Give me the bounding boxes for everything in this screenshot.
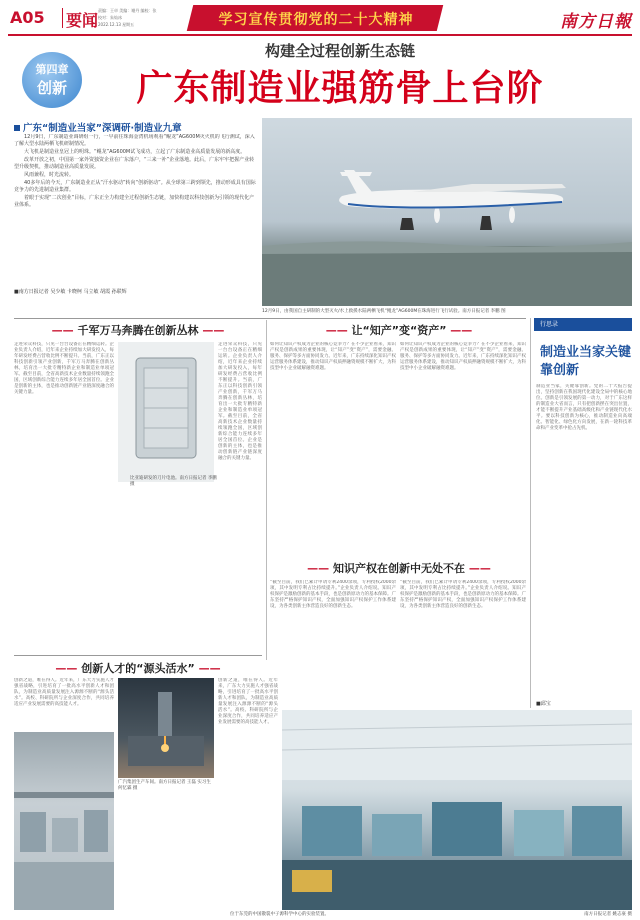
article-subhead: 构建全过程创新生态链 <box>264 42 415 60</box>
battery-caption: 比亚迪研发的刀片电池。南方日报记者 李鹏 摄 <box>130 476 217 487</box>
lead-body <box>14 134 258 284</box>
seaplane-illustration <box>262 118 632 306</box>
laboratory-illustration <box>282 710 632 910</box>
series-title <box>14 120 254 134</box>
chapter-badge <box>22 52 82 108</box>
section-heading-2 <box>270 322 528 338</box>
lead-paragraph: 风雨兼程，时光流转。 <box>24 172 75 178</box>
chapter-number: 第四章 <box>35 63 69 76</box>
heading-decoration: —— <box>468 562 491 575</box>
section-3-text-col2: “截至目前，我们已累计申请专利2400余项，专利授权2000余项，其中发明专利占比持续提升。”企业负责人介绍说。知识产权保护是激励创新的基本手段，也是创新原动力的基本保障。广东坚持严格保护知识产权，全面加强知识产权保护工作体系建设，为各类创新主体营造良好的创新生态。 <box>400 580 526 609</box>
seaplane-caption: 12月9日，由我国自主研制的大型灭火/水上救援水陆两栖飞机“鲲龙”AG600M在珠海进行飞行试验。南方日报记者 李鹏 图 <box>262 309 506 314</box>
square-bullet-icon <box>14 125 20 131</box>
section-title: 让“知产”变“资产” <box>351 324 447 337</box>
heading-decoration: —— <box>198 662 221 675</box>
heading-decoration: —— <box>450 324 473 337</box>
column-rule <box>266 320 267 660</box>
newspaper-logo: 南方日報 <box>560 12 632 32</box>
lead-paragraph: 着眼于实现“二次创业”目标，广东正全力构建全过程创新生态链，加快构建以科技创新为引领的现代化产业体系。 <box>14 195 255 208</box>
section-3-text-col1: “截至目前，我们已累计申请专利2400余项，专利授权2000余项，其中发明专利占比持续提升。”企业负责人介绍说。知识产权保护是激励创新的基本手段，也是创新原动力的基本保障。广东坚持严格保护知识产权，全面加强知识产权保护工作体系建设，为各类创新主体营造良好的创新生态。 <box>270 580 396 609</box>
heading-decoration: —— <box>51 324 74 337</box>
assembly-line-photo <box>14 732 114 910</box>
factory-floor-photo <box>118 678 214 778</box>
banner-slogan: 学习宣传贯彻党的二十大精神 <box>218 12 414 28</box>
column-name: 要闻 <box>66 11 99 30</box>
section-heading-4 <box>14 660 262 676</box>
heading-decoration: —— <box>325 324 348 337</box>
sidebar-text: 制造业当家，关键靠创新。党的二十大报告提出，坚持创新在我国现代化建设全局中的核心地位。创新是引领发展的第一动力，对于广东这样的制造业大省而言，只有把创新摆在突出位置，才能不断提升产业基础高级化和产业链现代化水平。要以科技创新为核心，推动制造业向高端化、智能化、绿色化方向发展，在新一轮科技革命和产业变革中抢占先机。 <box>536 384 632 431</box>
heading-decoration: —— <box>307 562 330 575</box>
editor-meta: 责编：王卓 美编：谢丹 编校：张 <box>98 8 157 13</box>
sidebar-tag: 行思录 <box>534 318 632 331</box>
sidebar-title: 制造业当家关键靠创新 <box>540 345 632 378</box>
lead-paragraph: 大飞机是制造业皇冠上的明珠。“鲲龙”AG600M试飞成功，立起了广东制造业高质量发展的新高度。 <box>24 149 246 155</box>
laser-illustration <box>118 678 214 778</box>
article-headline: 广东制造业强筋骨上台阶 <box>136 67 544 109</box>
battery-illustration <box>118 342 214 482</box>
chapter-topic: 创新 <box>36 79 67 97</box>
page-number: A05 <box>10 8 45 27</box>
heading-decoration: —— <box>55 662 78 675</box>
lead-paragraph: 12月9日，广东制造业调研组一行，一早前往珠海金湾机场观看“鲲龙”AG600M灭火机的飞行测试，深入了解大型水陆两栖飞机研制情况。 <box>14 134 255 147</box>
section-4-text-col1: 创新之道，唯在得人。近年来，广东大力实施人才强省战略，引进培育了一批高水平创新人才和团队，为制造业高质量发展注入源源不断的“源头活水”。高校、科研院所与企业深度合作，共同培养适应产业发展需要的高技能人才。 <box>14 678 114 707</box>
date-meta: 2022.12.13 星期五 <box>98 22 135 27</box>
section-1-text-col1: 走进荣众科技，只见一台台设备正在精细运转。企业负责人介绍，近年来企业持续加大研发投入，每年研发经费占营收比例不断提升。当前，广东正以科技创新引领产业创新，千军万马奔腾在创新丛林，培育出一大批专精特新企业和制造业单项冠军。截至目前，全省高新技术企业数量持续领跑全国，区域创新综合能力连续多年居全国首位。企业是创新的主体，也是推动创新链产业链深度融合的关键力量。 <box>14 342 114 395</box>
section-heading-3 <box>270 560 528 576</box>
series-title-text: 广东“制造业当家”深调研·制造业九章 <box>23 123 182 134</box>
sidebar-byline: ■邱宝 <box>536 701 551 707</box>
section-2-text-col1: 如何让知识产权成为企业的核心竞争力？在不少企业看来，知识产权是创新成果的重要体现，让“知产”变“资产”，需要金融、服务、保护等多方面协同发力。近年来，广东持续深化知识产权运营服务体系建设，推动知识产权质押融资规模不断扩大，为科技型中小企业破解融资难题。 <box>270 342 396 371</box>
battery-photo <box>118 342 214 482</box>
section-heading-1 <box>14 322 262 338</box>
sidebar-rule <box>530 318 531 708</box>
laboratory-photo <box>282 710 632 910</box>
section-divider <box>14 318 526 319</box>
header-divider <box>62 8 63 28</box>
lead-paragraph: 40多年后的今天，广东制造业正从“汗水驱动”转向“创新驱动”。从全球第三跨到领先，推动形成具有国际竞争力的先进制造业集群。 <box>14 180 256 193</box>
section-title: 知识产权在创新中无处不在 <box>333 562 465 575</box>
section-1-text-col3: 走进荣众科技，只见一台台设备正在精细运转。企业负责人介绍，近年来企业持续加大研发投入，每年研发经费占营收比例不断提升。当前，广东正以科技创新引领产业创新，千军万马奔腾在创新丛林，培育出一大批专精特新企业和制造业单项冠军。截至目前，全省高新技术企业数量持续领跑全国，区域创新综合能力连续多年居全国首位。企业是创新的主体，也是推动创新链产业链深度融合的关键力量。 <box>218 342 262 461</box>
proofreader-meta: 校对：朱灿冰 <box>98 15 122 20</box>
assembly-line-illustration <box>14 732 114 910</box>
seaplane-photo <box>262 118 632 306</box>
section-divider <box>14 655 262 656</box>
section-4-text-col3: 创新之道，唯在得人。近年来，广东大力实施人才强省战略，引进培育了一批高水平创新人才和团队，为制造业高质量发展注入源源不断的“源头活水”。高校、科研院所与企业深度合作，共同培养适应产业发展需要的高技能人才。 <box>218 678 278 725</box>
factory-floor-caption: 广汽集团生产车间。南方日报记者 王磊 实习生 何忆霖 摄 <box>118 780 211 791</box>
section-2-text-col2: 如何让知识产权成为企业的核心竞争力？在不少企业看来，知识产权是创新成果的重要体现，让“知产”变“资产”，需要金融、服务、保护等多方面协同发力。近年来，广东持续深化知识产权运营服务体系建设，推动知识产权质押融资规模不断扩大，为科技型中小企业破解融资难题。 <box>400 342 526 371</box>
header-rule <box>8 34 632 36</box>
laboratory-caption: 南方日报记者 姚志豪 摄 <box>584 912 632 917</box>
lead-byline: ■南方日报记者 吴少敏 卡晓柯 马立敏 胡霞 孙联辉 <box>14 289 127 295</box>
lead-paragraph: 改革开放之初，中国第一家外资独资企业在广东落户，“三来一补”企业落地。此后，广东牢牢把握产业转型升级契机，推动制造业高质量发展。 <box>14 157 255 170</box>
section-title: 千军万马奔腾在创新丛林 <box>77 324 199 337</box>
factory-caption: 位于东莞的中国散裂中子源科学中心的实验装置。 <box>230 912 329 917</box>
section-title: 创新人才的“源头活水” <box>81 662 195 675</box>
heading-decoration: —— <box>202 324 225 337</box>
